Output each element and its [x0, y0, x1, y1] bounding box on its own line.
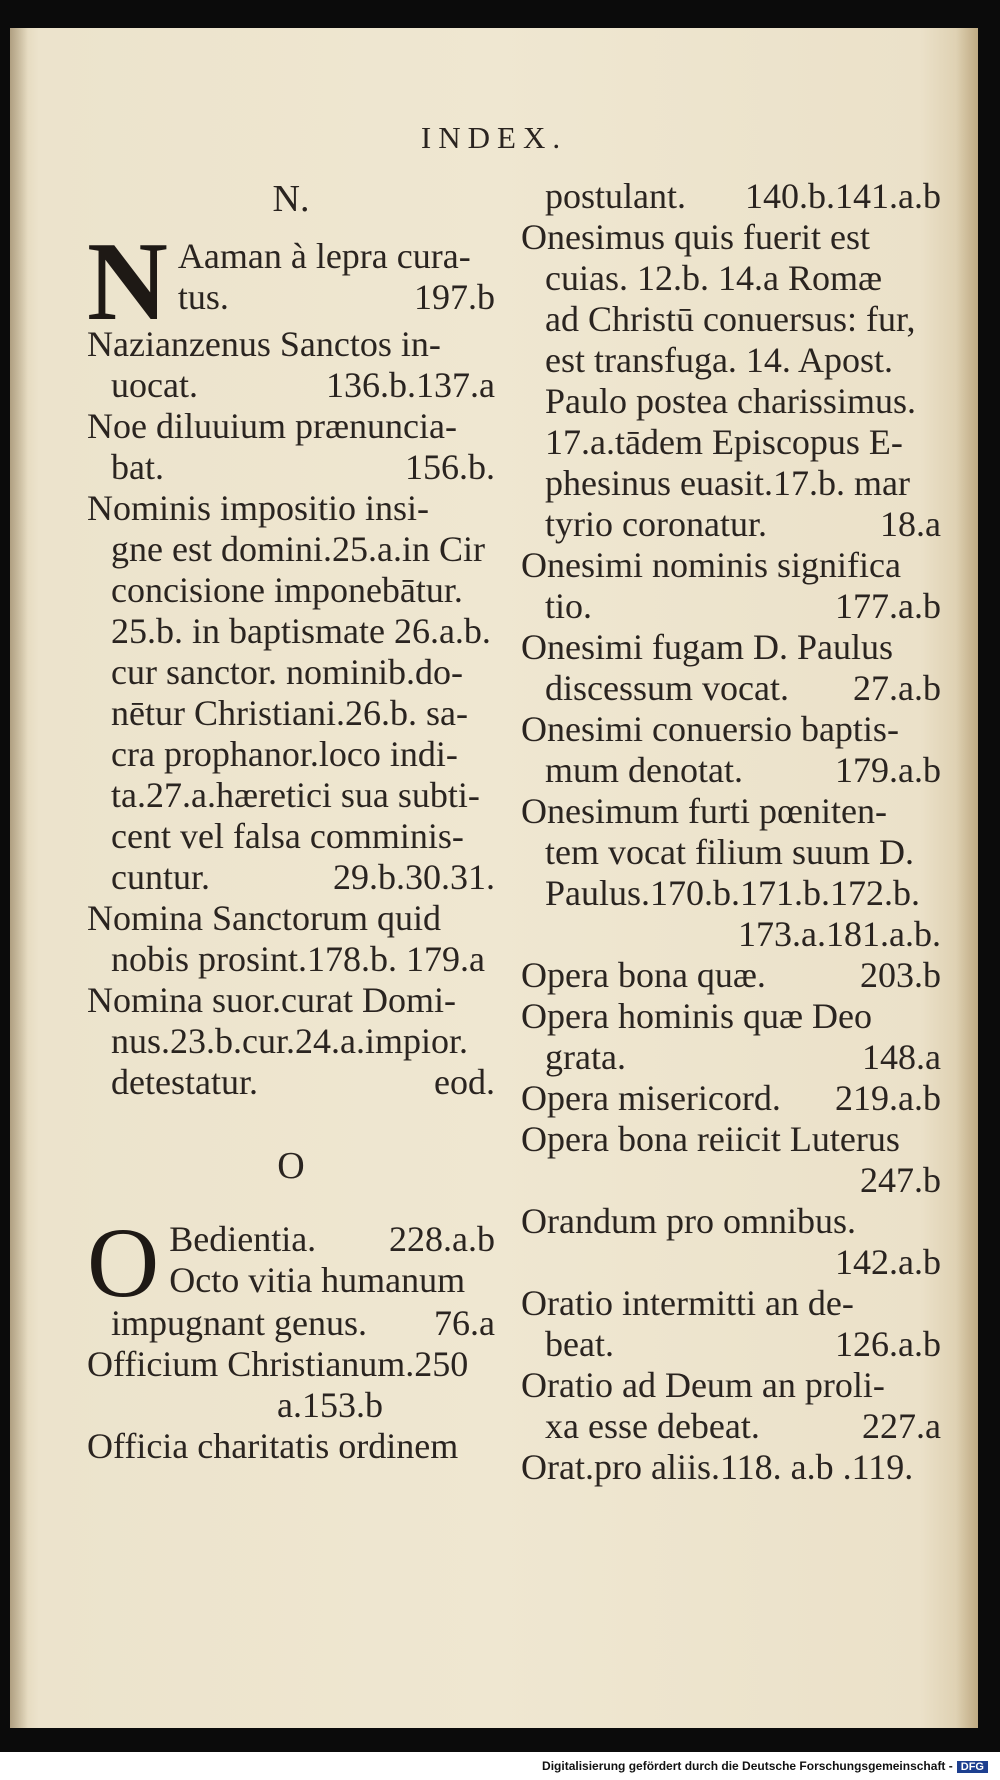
- entry-line: [87, 611, 495, 652]
- entry-text: postulant.: [545, 176, 686, 216]
- dfg-logo: DFG: [957, 1761, 988, 1773]
- entry-text: nobis prosint.178.b. 179.a: [111, 939, 485, 979]
- index-entry: [521, 996, 941, 1078]
- index-entry: [521, 1201, 941, 1283]
- page-ref: 177.a.b: [835, 586, 941, 626]
- page-ref: 203.b: [860, 955, 941, 995]
- entry-line: [521, 1365, 941, 1406]
- page-ref: 76.a: [434, 1303, 495, 1343]
- entry-line: [521, 668, 941, 709]
- entry-text: cur sanctor. nominib.do-: [111, 652, 463, 692]
- entry-text: impugnant genus.: [111, 1303, 367, 1343]
- entry-line: [87, 898, 495, 939]
- entry-text: Oratio ad Deum an proli-: [521, 1365, 885, 1405]
- index-entry: [521, 217, 941, 545]
- entry-line: [521, 381, 941, 422]
- entry-line: [521, 217, 941, 258]
- entry-line: [521, 1447, 941, 1488]
- entry-text: cra prophanor.loco indi-: [111, 734, 458, 774]
- entry-text: Opera misericord.: [521, 1078, 781, 1118]
- entry-line: [521, 545, 941, 586]
- entry-line: Officia charitatis ordinem: [87, 1426, 459, 1466]
- entry-text: Nominis impositio insi-: [87, 488, 430, 528]
- entry-text: est transfuga. 14. Apost.: [545, 340, 893, 380]
- entry-text: 17.a.tādem Episcopus E-: [545, 422, 903, 462]
- entry-text: grata.: [545, 1037, 626, 1077]
- page-ref: 142.a.b: [835, 1242, 941, 1282]
- index-entry: [87, 406, 495, 488]
- page-ref: 136.b.137.a: [326, 365, 495, 405]
- entry-text: Opera bona reiicit Luterus: [521, 1119, 900, 1159]
- entry-line: [521, 955, 941, 996]
- entry-line: [521, 1078, 941, 1119]
- entry-text: cent vel falsa comminis-: [111, 816, 464, 856]
- entry-text: Paulus.170.b.171.b.172.b.: [545, 873, 921, 913]
- entry-text: mum denotat.: [545, 750, 743, 790]
- entry-line: [87, 939, 495, 980]
- entry-text: Opera bona quæ.: [521, 955, 766, 995]
- index-entry: [521, 545, 941, 627]
- entry-line: [87, 693, 495, 734]
- right-column: [521, 176, 941, 1488]
- entry-line: [521, 1406, 941, 1447]
- entry-line: [521, 996, 941, 1037]
- entry-line: [521, 504, 941, 545]
- index-entry: [87, 488, 495, 898]
- dropcap-o: O: [87, 1207, 160, 1318]
- entry-text: Onesimi fugam D. Paulus: [521, 627, 893, 667]
- entry-text: Orat.pro aliis.118. a.b .119.: [521, 1447, 914, 1487]
- entry-text: nus.23.b.cur.24.a.impior.: [111, 1021, 468, 1061]
- entry-line: [87, 447, 495, 488]
- entry-line: [521, 463, 941, 504]
- page-ref: 18.a: [880, 504, 941, 544]
- entry-line: [521, 627, 941, 668]
- index-entry: [521, 955, 941, 996]
- entry-line: [521, 1283, 941, 1324]
- index-entry: [521, 176, 941, 217]
- entry-text: gne est domini.25.a.in Cir: [111, 529, 485, 569]
- entry-text: Orandum pro omnibus.: [521, 1201, 856, 1241]
- entry-line: [87, 1062, 495, 1103]
- entry-text: tio.: [545, 586, 593, 626]
- entry-text: tus.: [177, 277, 229, 317]
- entry-text: cuntur.: [111, 857, 210, 897]
- page-ref: 247.b: [860, 1160, 941, 1200]
- entry-line: [87, 652, 495, 693]
- digitization-credit: [542, 1759, 988, 1773]
- entry-text: beat.: [545, 1324, 614, 1364]
- entry-text: phesinus euasit.17.b. mar: [545, 463, 910, 503]
- entry-line: [87, 529, 495, 570]
- entry-line: [521, 586, 941, 627]
- page-ref: 219.a.b: [835, 1078, 941, 1118]
- index-entry: [521, 1078, 941, 1119]
- entry-line: [87, 857, 495, 898]
- entry-line: [521, 709, 941, 750]
- entry-text: Bedientia.: [169, 1219, 317, 1259]
- entry-line: [521, 1324, 941, 1365]
- entry-text: uocat.: [111, 365, 198, 405]
- entry-line: [521, 750, 941, 791]
- page-ref: 27.a.b: [853, 668, 941, 708]
- entry-text: cuias. 12.b. 14.a Romæ: [545, 258, 882, 298]
- page-ref: 227.a: [862, 1406, 941, 1446]
- page-header: INDEX.: [420, 120, 568, 155]
- entry-text: Opera hominis quæ Deo: [521, 996, 872, 1036]
- page-ref: 156.b.: [405, 447, 495, 487]
- entry-text: Paulo postea charissimus.: [545, 381, 916, 421]
- index-entry: [521, 1447, 941, 1488]
- entry-line: [87, 406, 495, 447]
- entry-text: tyrio coronatur.: [545, 504, 767, 544]
- page-ref: 228.a.b: [389, 1219, 495, 1259]
- page-ref: a.153.b: [277, 1385, 383, 1425]
- entry-line: [87, 488, 495, 529]
- entry-text: Oratio intermitti an de-: [521, 1283, 854, 1323]
- entry-line: [87, 775, 495, 816]
- index-entry: [521, 627, 941, 709]
- entry-line: [87, 980, 495, 1021]
- entry-line: [521, 791, 941, 832]
- entry-text: Noe diluuium prænuncia-: [87, 406, 457, 446]
- entry-text: Onesimi nominis significa: [521, 545, 901, 585]
- page-ref: 29.b.30.31.: [333, 857, 495, 897]
- entry-line: [521, 299, 941, 340]
- entry-text: Nomina Sanctorum quid: [87, 898, 441, 938]
- entry-text: bat.: [111, 447, 164, 487]
- entry-line: [521, 832, 941, 873]
- entry-text: ta.27.a.hæretici sua subti-: [111, 775, 480, 815]
- entry-line: [87, 734, 495, 775]
- entry-text: 25.b. in baptismate 26.a.b.: [111, 611, 491, 651]
- entry-text: Nomina suor.curat Domi-: [87, 980, 456, 1020]
- index-entry: [521, 1283, 941, 1365]
- page-ref: 148.a: [862, 1037, 941, 1077]
- entry-text: Onesimus quis fuerit est: [521, 217, 870, 257]
- entry-text: discessum vocat.: [545, 668, 789, 708]
- dropcap-n: N: [87, 220, 168, 344]
- entry-text: nētur Christiani.26.b. sa-: [111, 693, 468, 733]
- page-ref: 173.a.181.a.b.: [738, 914, 941, 954]
- spine-shadow: [10, 28, 28, 1728]
- entry-text: tem vocat filium suum D.: [545, 832, 914, 872]
- page-ref: 197.b: [414, 277, 495, 317]
- entry-line: [87, 365, 495, 406]
- page-edge: [956, 28, 978, 1728]
- entry-line: [87, 570, 495, 611]
- entry-line: [87, 1021, 495, 1062]
- entry-text: ad Christū conuersus: fur,: [545, 299, 916, 339]
- index-entry: [521, 1119, 941, 1201]
- credit-text: Digitalisierung gefördert durch die Deutsche Forschungsgemeinschaft -: [542, 1759, 953, 1773]
- index-entry: [87, 980, 495, 1103]
- entry-text: xa esse debeat.: [545, 1406, 760, 1446]
- entry-line: [521, 422, 941, 463]
- entry-line: [521, 258, 941, 299]
- page-ref: 140.b.141.a.b: [745, 176, 941, 216]
- left-entries: [87, 324, 495, 1103]
- entry-line: [521, 176, 941, 217]
- index-entry: [521, 709, 941, 791]
- entry-line: Aaman à lepra cura-: [177, 236, 471, 276]
- section-heading-n: N.: [272, 178, 310, 220]
- left-column: [87, 176, 495, 1467]
- entry-text: Nazianzenus Sanctos in-: [87, 324, 441, 364]
- entry-line-with-page: [87, 1303, 495, 1344]
- entry-line: Octo vitia humanum: [169, 1260, 466, 1300]
- entry-line: [521, 873, 941, 914]
- entry-line: Officium Christianum.250: [87, 1344, 469, 1384]
- entry-line: [87, 816, 495, 857]
- page-ref: eod.: [434, 1062, 495, 1102]
- index-entry: [87, 898, 495, 980]
- entry-line: [521, 340, 941, 381]
- entry-line: [521, 1037, 941, 1078]
- entry-text: Onesimum furti pœniten-: [521, 791, 887, 831]
- page-ref: 126.a.b: [835, 1324, 941, 1364]
- entry-line: [521, 1201, 941, 1242]
- entry-text: concisione imponebātur.: [111, 570, 463, 610]
- entry-text: detestatur.: [111, 1062, 258, 1102]
- section-heading-o: O: [277, 1145, 305, 1187]
- index-entry: [521, 791, 941, 955]
- index-entry: [521, 1365, 941, 1447]
- entry-text: Onesimi conuersio baptis-: [521, 709, 899, 749]
- book-page: [10, 28, 978, 1728]
- entry-line: [521, 1119, 941, 1160]
- entry-obedientia: [87, 1207, 495, 1344]
- page-ref: 179.a.b: [835, 750, 941, 790]
